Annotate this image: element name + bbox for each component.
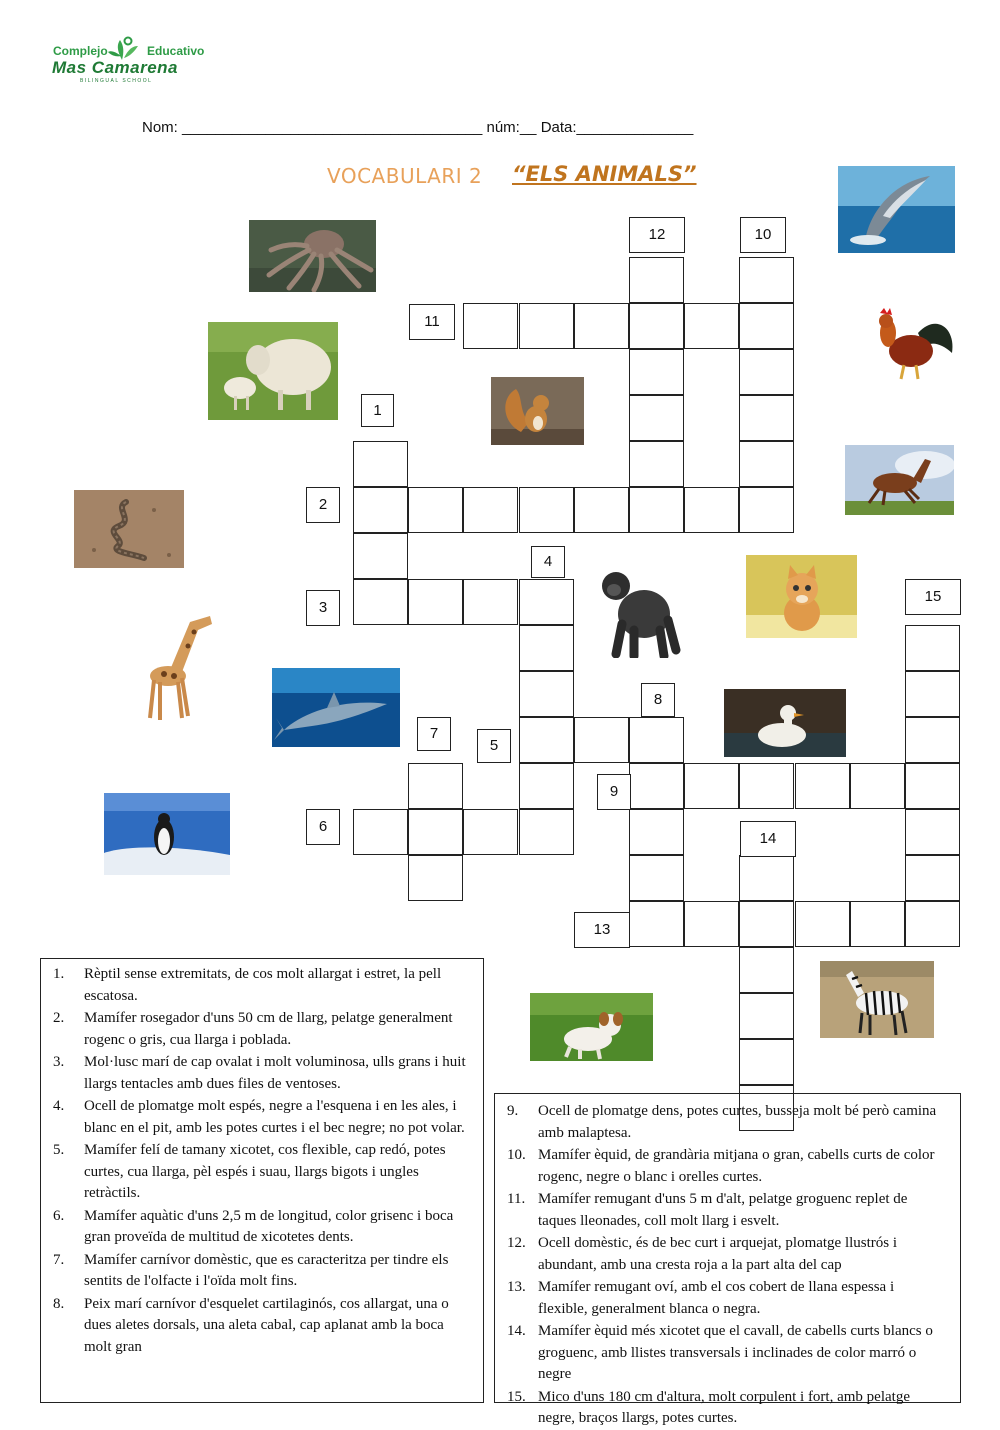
crossword-cell[interactable] [353, 487, 408, 533]
crossword-cell[interactable] [905, 763, 960, 809]
duck-photo [724, 689, 846, 757]
zebra-photo [820, 961, 934, 1038]
clue-number: 14. [507, 1323, 526, 1339]
clue-number: 10. [507, 1147, 526, 1163]
clue-number-box: 2 [306, 487, 340, 523]
crossword-cell[interactable] [629, 395, 684, 441]
crossword-cell[interactable] [739, 947, 794, 993]
clue-number-box: 11 [409, 304, 455, 340]
clue-text: Mico d'uns 180 cm d'altura, molt corpulent i fort, amb pelatge negre, braços llargs, potes curtes. [538, 1388, 910, 1426]
clue-number-box: 12 [629, 217, 685, 253]
horse-photo [845, 445, 954, 515]
crossword-cell[interactable] [574, 487, 629, 533]
crossword-cell[interactable] [739, 303, 794, 349]
crossword-cell[interactable] [353, 809, 408, 855]
snake-photo [74, 490, 184, 568]
crossword-cell[interactable] [353, 441, 408, 487]
crossword-cell[interactable] [408, 809, 463, 855]
clue-number: 12. [507, 1235, 526, 1251]
clues-box-right [494, 1093, 961, 1426]
crossword-cell[interactable] [519, 717, 574, 763]
crossword-cell[interactable] [463, 579, 518, 625]
crossword-cell[interactable] [408, 487, 463, 533]
crossword-cell[interactable] [629, 441, 684, 487]
clue-number: 6. [53, 1207, 65, 1224]
clue-text: Mamífer remugant oví, amb el cos cobert de llana espessa i flexible, generalment blanca o negra. [538, 1279, 895, 1317]
clue-number-box: 5 [477, 729, 511, 763]
clue-text: Ocell de plomatge molt espés, negre a l'esquena i en les ales, i blanc en el pit, amb les potes curtes i el bec negre; no pot volar. [84, 1098, 465, 1136]
clue-number-box: 7 [417, 717, 451, 751]
clue-number: 8. [53, 1295, 65, 1312]
crossword-cell[interactable] [519, 671, 574, 717]
crossword-cell[interactable] [684, 901, 739, 947]
clue-number-box: 4 [531, 546, 565, 578]
clue-number-box: 10 [740, 217, 786, 253]
clue-text: Ocell de plomatge dens, potes curtes, busseja molt bé però camina amb malaptesa. [538, 1103, 937, 1141]
kitten-photo [746, 555, 857, 638]
crossword-cell[interactable] [850, 763, 905, 809]
clue-item [53, 1052, 469, 1095]
crossword-cell[interactable] [519, 303, 574, 349]
crossword-cell[interactable] [408, 855, 463, 901]
crossword-cell[interactable] [519, 625, 574, 671]
crossword-cell[interactable] [905, 671, 960, 717]
crossword-cell[interactable] [905, 901, 960, 947]
clue-text: Mamífer aquàtic d'uns 2,5 m de longitud, color grisenc i boca gran proveïda de multitud de xicotetes dents. [84, 1207, 454, 1245]
logo-text-complejo: Complejo [53, 44, 108, 58]
squirrel-photo [491, 377, 584, 445]
clue-item [507, 1101, 944, 1144]
crossword-cell[interactable] [463, 809, 518, 855]
crossword-cell[interactable] [629, 855, 684, 901]
crossword-cell[interactable] [629, 809, 684, 855]
crossword-cell[interactable] [574, 717, 629, 763]
crossword-cell[interactable] [684, 763, 739, 809]
clue-number-box: 9 [597, 774, 631, 810]
crossword-cell[interactable] [463, 487, 518, 533]
crossword-cell[interactable] [905, 809, 960, 855]
rooster-photo [856, 303, 960, 386]
crossword-cell[interactable] [739, 441, 794, 487]
crossword-cell[interactable] [795, 901, 850, 947]
crossword-cell[interactable] [408, 579, 463, 625]
crossword-cell[interactable] [629, 487, 684, 533]
crossword-cell[interactable] [629, 303, 684, 349]
crossword-cell[interactable] [739, 395, 794, 441]
clue-number: 9. [507, 1103, 519, 1119]
clue-number-box: 1 [361, 394, 394, 427]
clue-text: Ocell domèstic, és de bec curt i arquejat, plomatge llustrós i abundant, amb una cresta roja a la part alta del cap [538, 1235, 898, 1273]
clue-item [507, 1233, 944, 1276]
crossword-cell[interactable] [629, 349, 684, 395]
clue-item [507, 1321, 944, 1386]
crossword-cell[interactable] [850, 901, 905, 947]
crossword-cell[interactable] [905, 625, 960, 671]
crossword-cell[interactable] [519, 809, 574, 855]
clues-list-right [507, 1101, 944, 1430]
crossword-cell[interactable] [684, 303, 739, 349]
crossword-cell[interactable] [905, 717, 960, 763]
clue-number: 11. [507, 1191, 526, 1207]
clues-list-left [53, 964, 469, 1358]
clue-text: Mamífer remugant d'uns 5 m d'alt, pelatge groguenc replet de taques lleonades, coll molt llarg i esvelt. [538, 1191, 908, 1229]
logo-text-bilingual: BILINGUAL SCHOOL [80, 78, 153, 84]
clue-number: 4. [53, 1098, 65, 1114]
clue-item [507, 1277, 944, 1320]
crossword-cell[interactable] [739, 257, 794, 303]
vocabulary-label: VOCABULARI 2 [327, 164, 483, 188]
giraffe-photo [140, 610, 222, 722]
crossword-cell[interactable] [795, 763, 850, 809]
shark-photo [272, 668, 400, 747]
crossword-cell[interactable] [629, 901, 684, 947]
clue-number: 13. [507, 1279, 526, 1295]
penguin-photo [104, 793, 230, 875]
crossword-cell[interactable] [629, 257, 684, 303]
crossword-cell[interactable] [519, 487, 574, 533]
crossword-cell[interactable] [408, 763, 463, 809]
crossword-cell[interactable] [739, 993, 794, 1039]
crossword-cell[interactable] [519, 579, 574, 625]
clue-item [507, 1189, 944, 1232]
clue-item [507, 1145, 944, 1188]
clue-number-box: 15 [905, 579, 961, 615]
puppy-photo [530, 993, 653, 1061]
octopus-photo [249, 220, 376, 292]
clue-text: Peix marí carnívor d'esquelet cartilaginós, cos allargat, una o dues aletes dorsals, una aleta cabal, cap aplanat amb la boca molt gran [84, 1295, 449, 1355]
clue-text: Mamífer carnívor domèstic, que es caracteritza per tindre els sentits de l'olfacte i l'oïda molt fins. [84, 1251, 449, 1289]
crossword-cell[interactable] [739, 901, 794, 947]
crossword-cell[interactable] [463, 303, 518, 349]
dolphin-photo [838, 166, 955, 253]
crossword-cell[interactable] [574, 303, 629, 349]
clue-number-box: 3 [306, 590, 340, 626]
clue-number: 5. [53, 1142, 65, 1158]
crossword-cell[interactable] [629, 763, 684, 809]
worksheet-title: “ELS ANIMALS” [512, 162, 697, 186]
clue-item [53, 1250, 469, 1293]
clue-number: 2. [53, 1010, 65, 1026]
crossword-cell[interactable] [739, 1039, 794, 1085]
logo-text-educativo: Educativo [147, 44, 205, 58]
clue-number: 15. [507, 1388, 526, 1405]
logo-text-mas-camarena: Mas Camarena [52, 58, 179, 77]
clue-number: 7. [53, 1251, 65, 1268]
clue-number: 1. [53, 966, 65, 982]
crossword-cell[interactable] [353, 533, 408, 579]
clue-item [53, 1008, 469, 1051]
clue-text: Mamífer èquid, de grandària mitjana o gran, cabells curts de color rogenc, negre o blanc i orelles curtes. [538, 1147, 935, 1185]
clue-text: Mamífer èquid més xicotet que el cavall, de cabells curts blancs o groguenc, amb llistes transversals i inclinades de color marró o negre [538, 1323, 933, 1382]
clue-text: Mol·lusc marí de cap ovalat i molt voluminosa, ulls grans i huit llargs tentacles amb dues files de ventoses. [84, 1054, 466, 1092]
crossword-cell[interactable] [739, 763, 794, 809]
clue-item [53, 964, 469, 1007]
clue-item [507, 1387, 944, 1430]
clue-number-box: 6 [306, 809, 340, 845]
sheep-photo [208, 322, 338, 420]
crossword-cell[interactable] [905, 855, 960, 901]
crossword-cell[interactable] [519, 763, 574, 809]
clue-number-box: 14 [740, 821, 796, 857]
crossword-cell[interactable] [739, 349, 794, 395]
clue-item [53, 1140, 469, 1205]
clue-item [53, 1294, 469, 1359]
crossword-cell[interactable] [629, 717, 684, 763]
crossword-cell[interactable] [684, 487, 739, 533]
clue-text: Mamífer felí de tamany xicotet, cos flexible, cap redó, potes curtes, cua llarga, pèl espés i suau, llargs bigots i ungles retràctils. [84, 1142, 446, 1201]
crossword-cell[interactable] [353, 579, 408, 625]
clue-item [53, 1096, 469, 1139]
crossword-cell[interactable] [739, 487, 794, 533]
clues-box-left [40, 958, 484, 1403]
clue-number: 3. [53, 1054, 65, 1070]
crossword-cell[interactable] [739, 855, 794, 901]
clue-item [53, 1206, 469, 1249]
student-info-line[interactable]: Nom: ____________________________________ núm:__ Data:______________ [142, 119, 694, 136]
clue-text: Rèptil sense extremitats, de cos molt allargat i estret, la pell escatosa. [84, 966, 442, 1004]
gorilla-photo [594, 564, 682, 658]
clue-number-box: 13 [574, 912, 630, 948]
clue-number-box: 8 [641, 683, 675, 717]
clue-text: Mamífer rosegador d'uns 50 cm de llarg, pelatge generalment rogenc o gris, cua llarga i poblada. [84, 1010, 453, 1048]
